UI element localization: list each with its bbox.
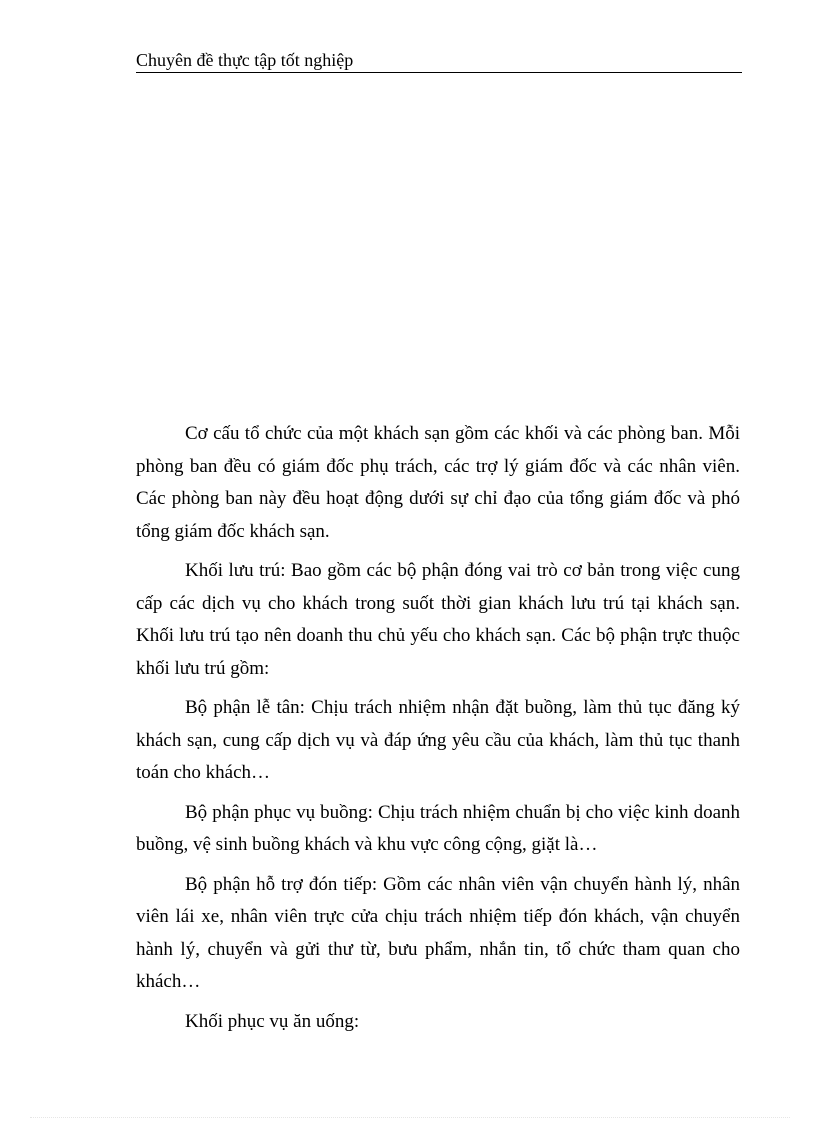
- paragraph-front-desk: Bộ phận lễ tân: Chịu trách nhiệm nhận đặt buồng, làm thủ tục đăng ký khách sạn, cung cấp dịch vụ và đáp ứng yêu cầu của khách, làm thủ tục thanh toán cho khách…: [136, 697, 740, 783]
- paragraph-reception-support: Bộ phận hỗ trợ đón tiếp: Gồm các nhân viên vận chuyển hành lý, nhân viên lái xe, nhân viên trực cửa chịu trách nhiệm tiếp đón khách, vận chuyển hành lý, chuyển và gửi thư từ, bưu phẩm, nhắn tin, tổ chức tham quan cho khách…: [136, 873, 740, 992]
- paragraph-accommodation-block: Khối lưu trú: Bao gồm các bộ phận đóng vai trò cơ bản trong việc cung cấp các dịch vụ cho khách trong suốt thời gian khách lưu trú tại khách sạn. Khối lưu trú tạo nên doanh thu chủ yếu cho khách sạn. Các bộ phận trực thuộc khối lưu trú gồm:: [136, 560, 740, 679]
- page-bottom-divider: [30, 1117, 790, 1118]
- page-header: [136, 48, 742, 73]
- paragraph-org-structure: Cơ cấu tổ chức của một khách sạn gồm các khối và các phòng ban. Mỗi phòng ban đều có giám đốc phụ trách, các trợ lý giám đốc và các nhân viên. Các phòng ban này đều hoạt động dưới sự chỉ đạo của tổng giám đốc và phó tổng giám đốc khách sạn.: [136, 423, 740, 542]
- paragraph-housekeeping: Bộ phận phục vụ buồng: Chịu trách nhiệm chuẩn bị cho việc kinh doanh buồng, vệ sinh buồng khách và khu vực công cộng, giặt là…: [136, 801, 740, 855]
- document-body: [136, 418, 740, 1045]
- header-title: Chuyên đề thực tập tốt nghiệp: [136, 50, 354, 70]
- paragraph-food-beverage-block: Khối phục vụ ăn uống:: [185, 1010, 360, 1032]
